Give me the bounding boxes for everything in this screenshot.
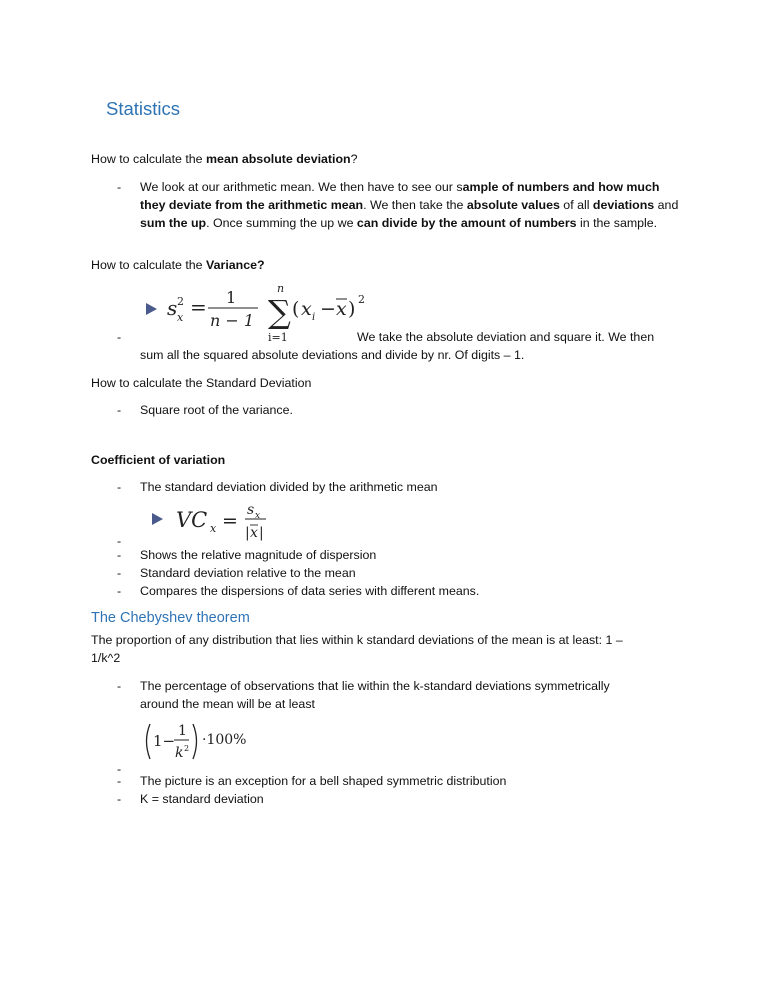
svg-text:x: x (255, 511, 261, 521)
variance-formula-image (140, 281, 372, 349)
std-bullet: Square root of the variance. (140, 403, 293, 417)
mad-run: and (654, 198, 679, 212)
bullet-dash: - (117, 566, 122, 580)
mad-run: in the sample. (576, 216, 658, 230)
mad-run: . Once summing the up we (206, 216, 357, 230)
mad-run: sum the up (140, 216, 207, 230)
chebyshev-para-line2: 1/k^2 (91, 651, 121, 665)
variance-question (91, 256, 691, 274)
svg-text:x: x (177, 311, 184, 324)
svg-text:s: s (247, 502, 255, 518)
svg-text:1−: 1− (153, 732, 176, 750)
svg-text:k: k (175, 745, 184, 761)
svg-text:·100%: ·100% (202, 732, 247, 748)
bullet-dash: - (117, 792, 122, 806)
chebyshev-bullet-line1: The percentage of observations that lie within the k-standard deviations symmetrically (140, 679, 610, 693)
bullet-dash: - (117, 480, 122, 494)
svg-text:=: = (222, 510, 238, 532)
chebyshev-bullet-2: The picture is an exception for a bell shaped symmetric distribution (140, 774, 507, 788)
mad-question (91, 150, 691, 168)
page-title: Statistics (106, 98, 181, 119)
cv-heading-text: Coefficient of variation (91, 453, 226, 467)
svg-text:2: 2 (177, 295, 184, 308)
bullet-dash: - (117, 330, 122, 344)
chebyshev-bullet-3: K = standard deviation (140, 792, 264, 806)
svg-text:|: | (259, 525, 264, 541)
bullet-triangle-icon (146, 303, 157, 315)
svg-text:2: 2 (184, 744, 190, 753)
svg-text:1: 1 (178, 723, 187, 739)
svg-text:∑: ∑ (268, 293, 291, 331)
svg-text:i=1: i=1 (268, 331, 288, 344)
svg-text:2: 2 (358, 293, 365, 306)
variance-question-bold: Variance? (206, 258, 265, 272)
variance-text-line1: We take the absolute deviation and square it. We then (357, 330, 655, 344)
svg-text:i: i (312, 312, 316, 323)
svg-text:x: x (210, 522, 217, 535)
svg-text:1: 1 (226, 288, 237, 307)
mad-run: We look at our arithmetic mean. We then have to see our s (140, 180, 463, 194)
svg-text:n − 1: n − 1 (210, 311, 255, 330)
std-question: How to calculate the Standard Deviation (91, 376, 312, 390)
bullet-dash: - (117, 403, 122, 417)
svg-text:VC: VC (176, 508, 208, 532)
bullet-dash: - (117, 584, 122, 598)
bullet-dash: - (117, 679, 122, 693)
svg-text:(: ( (292, 298, 300, 320)
bullet-dash: - (117, 534, 122, 548)
bullet-triangle-icon (152, 513, 163, 525)
bullet-dash: - (117, 774, 122, 788)
cv-bullet-3: Standard deviation relative to the mean (140, 566, 356, 580)
cv-formula-image (148, 500, 278, 544)
mad-run: of all (559, 198, 593, 212)
bullet-dash: - (117, 180, 122, 194)
cv-bullet-1: The standard deviation divided by the arithmetic mean (140, 480, 438, 494)
svg-text:x: x (250, 525, 258, 541)
variance-question-text: How to calculate the (91, 258, 207, 272)
mad-run: can divide by the amount of numbers (356, 216, 577, 230)
svg-text:n: n (277, 282, 285, 295)
chebyshev-formula-image (140, 719, 266, 765)
mad-question-text: How to calculate the (91, 152, 207, 166)
cv-bullet-4: Compares the dispersions of data series with different means. (140, 584, 480, 598)
svg-text:s: s (167, 296, 178, 320)
svg-text:x: x (336, 298, 347, 320)
mad-question-bold: mean absolute deviation (206, 152, 351, 166)
svg-text:−: − (320, 298, 336, 320)
cv-heading (91, 451, 691, 469)
mad-run: . We then take the (363, 198, 467, 212)
svg-text:x: x (301, 298, 312, 320)
chebyshev-bullet-line2: around the mean will be at least (140, 697, 315, 711)
chebyshev-heading: The Chebyshev theorem (91, 610, 250, 626)
mad-run: ample of numbers and how much they deviate from the arithmetic mean (140, 180, 660, 212)
cv-bullet-2: Shows the relative magnitude of dispersion (140, 548, 377, 562)
variance-text-line2: sum all the squared absolute deviations and divide by nr. Of digits – 1. (140, 348, 525, 362)
bullet-dash: - (117, 548, 122, 562)
svg-text:=: = (190, 295, 207, 319)
chebyshev-para-line1: The proportion of any distribution that lies within k standard deviations of the mean is at least: 1 – (91, 633, 623, 647)
mad-run: absolute values (466, 198, 560, 212)
bullet-dash: - (117, 762, 122, 776)
mad-question-end: ? (350, 152, 358, 166)
svg-text:|: | (245, 525, 250, 541)
mad-bullet (140, 178, 680, 232)
svg-text:): ) (348, 298, 356, 320)
mad-run: deviations (592, 198, 655, 212)
